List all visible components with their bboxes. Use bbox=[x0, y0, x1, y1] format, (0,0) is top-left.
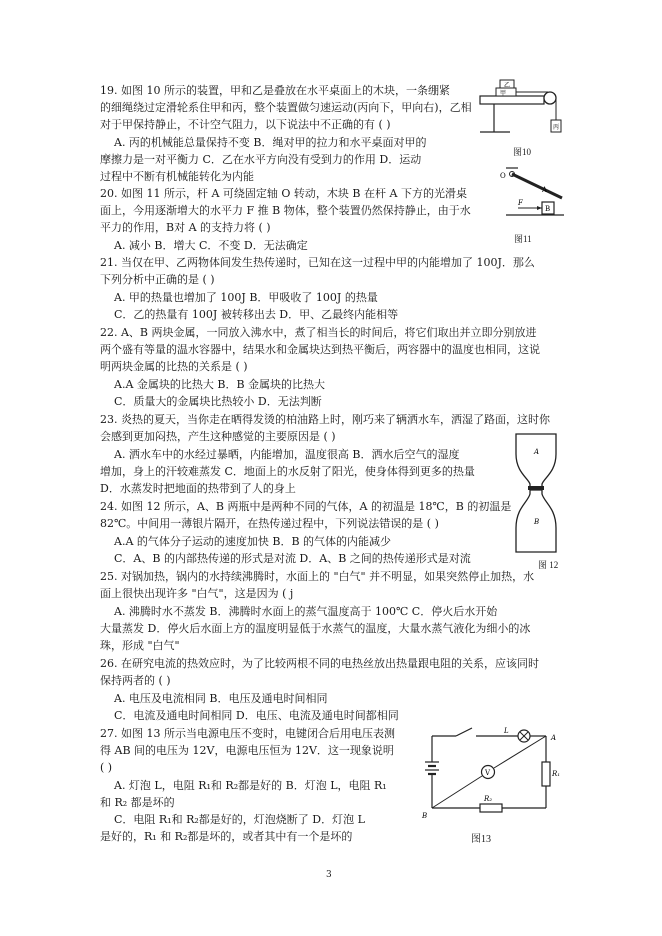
option-line: C．质量大的金属块比热较小 D．无法判断 bbox=[114, 395, 322, 408]
question-line: 明两块金属的比热的关系是 ( ) bbox=[100, 360, 248, 373]
figure-label: B bbox=[534, 518, 540, 526]
figure-label: A bbox=[551, 734, 557, 742]
figure-label: O bbox=[500, 172, 506, 180]
question-line: 面上很快出现许多 "白气"，这是因为 ( j bbox=[100, 587, 294, 600]
question-line: 下列分析中正确的是 ( ) bbox=[100, 273, 215, 286]
option-line: A. 电压及电流相同 B．电压及通电时间相同 bbox=[114, 692, 328, 705]
option-line: A. 洒水车中的水经过暴晒，内能增加，温度很高 B．洒水后空气的湿度 bbox=[114, 448, 460, 461]
question-line: 的细绳绕过定滑轮系住甲和丙，整个装置做匀速运动(丙向下，甲向右)，乙相 bbox=[100, 101, 472, 114]
figure-10-pulley-diagram bbox=[476, 72, 566, 154]
question-line: 25. 对锅加热，锅内的水持续沸腾时，水面上的 "白气" 并不明显，如果突然停止加热，水 bbox=[100, 570, 535, 583]
figure-11-lever-diagram bbox=[498, 162, 566, 232]
option-line: 和 R₂ 都是坏的 bbox=[100, 796, 175, 809]
question-line: 对于甲保持静止，不计空气阻力，以下说法中不正确的有 ( ) bbox=[100, 118, 391, 131]
figure-label: R₂ bbox=[484, 795, 493, 803]
option-line: A. 减小 B．增大 C．不变 D．无法确定 bbox=[114, 239, 308, 252]
option-line: A. 甲的热量也增加了 100J B．甲吸收了 100J 的热量 bbox=[114, 291, 378, 304]
option-line: 增加，身上的汗较难蒸发 C．地面上的水反射了阳光，使身体得到更多的热量 bbox=[100, 465, 475, 478]
question-line: 两个盛有等量的温水容器中，结果水和金属块达到热平衡后，两容器中的温度也相同，这说 bbox=[100, 343, 540, 356]
figure-label: L bbox=[504, 727, 509, 735]
figure-caption: 图10 bbox=[513, 147, 532, 157]
figure-13-circuit-diagram bbox=[420, 726, 566, 828]
figure-caption: 图13 bbox=[471, 834, 491, 845]
question-line: 21. 当仅在甲、乙两物体间发生热传递时，已知在这一过程中甲的内能增加了 100J．那么 bbox=[100, 256, 535, 269]
question-line: 22. A、B 两块金属，一同放入沸水中，煮了相当长的时间后，将它们取出并立即分别放进 bbox=[100, 326, 537, 339]
figure-caption: 图11 bbox=[514, 234, 532, 244]
question-line: 26. 在研究电流的热效应时，为了比较两根不同的电热丝放出热量跟电阻的关系，应该同时 bbox=[100, 657, 539, 670]
option-line: D．水蒸发时把地面的热带到了人的身上 bbox=[100, 482, 296, 495]
figure-label: 丙 bbox=[553, 124, 560, 131]
question-line: 20. 如图 11 所示，杆 A 可绕固定轴 O 转动，木块 B 在杆 A 下方的光滑桌 bbox=[100, 187, 467, 200]
figure-label: V bbox=[485, 769, 491, 777]
option-line: C．电流及通电时间相同 D．电压、电流及通电时间都相同 bbox=[114, 709, 399, 722]
option-line: 珠，形成 "白气" bbox=[100, 639, 180, 652]
question-line: 23. 炎热的夏天，当你走在晒得发烫的柏油路上时，刚巧来了辆洒水车，洒湿了路面，这时你 bbox=[100, 413, 550, 426]
question-line: 27. 如图 13 所示当电源电压不变时，电键闭合后用电压表测 bbox=[100, 727, 395, 740]
option-line: C．电阻 R₁和 R₂都是好的，灯泡烧断了 D．灯泡 L bbox=[114, 813, 365, 826]
figure-label: B bbox=[545, 205, 551, 213]
question-line: 24. 如图 12 所示，A、B 两瓶中是两种不同的气体，A 的初温是 18℃，B 的初温是 bbox=[100, 500, 512, 513]
option-line: 过程中不断有机械能转化为内能 bbox=[100, 170, 254, 183]
option-line: 大量蒸发 D．停火后水面上方的温度明显低于水蒸气的温度，大量水蒸气液化为细小的冰 bbox=[100, 622, 531, 635]
figure-label: A bbox=[534, 448, 540, 456]
question-line: 19. 如图 10 所示的装置，甲和乙是叠放在水平桌面上的木块，一条绷紧 bbox=[100, 84, 450, 97]
option-line: A. 灯泡 L，电阻 R₁和 R₂都是好的 B．灯泡 L，电阻 R₁ bbox=[114, 779, 387, 792]
figure-12-gas-bottles-diagram bbox=[510, 432, 562, 562]
option-line: A.A 的气体分子运动的速度加快 B．B 的气体的内能减少 bbox=[114, 535, 392, 548]
figure-label: B bbox=[422, 812, 428, 820]
option-line: C．乙的热量有 100J 被转移出去 D．甲、乙最终内能相等 bbox=[114, 308, 399, 321]
figure-label: F bbox=[518, 199, 523, 207]
question-line: 会感到更加闷热，产生这种感觉的主要原因是 ( ) bbox=[100, 430, 336, 443]
question-line: ( ) bbox=[100, 761, 113, 774]
figure-label: 甲 bbox=[500, 90, 507, 97]
option-line: A. 沸腾时水不蒸发 B．沸腾时水面上的蒸气温度高于 100℃ C．停火后水开始 bbox=[114, 605, 498, 618]
question-line: 平力的作用，B对 A 的支持力将 ( ) bbox=[100, 221, 271, 234]
figure-label: R₁ bbox=[552, 770, 561, 778]
figure-label: A bbox=[542, 186, 548, 194]
option-line: 是好的，R₁ 和 R₂都是坏的，或者其中有一个是坏的 bbox=[100, 830, 353, 843]
option-line: A.A 金属块的比热大 B．B 金属块的比热大 bbox=[114, 378, 326, 391]
figure-caption: 图 12 bbox=[538, 560, 559, 570]
question-line: 82℃。中间用一薄银片隔开，在热传递过程中，下列说法错误的是 ( ) bbox=[100, 517, 439, 530]
question-line: 得 AB 间的电压为 12V，电源电压恒为 12V．这一现象说明 bbox=[100, 744, 394, 757]
question-line: 面上，今用逐渐增大的水平力 F 推 B 物体，整个装置仍然保持静止，由于水 bbox=[100, 204, 471, 217]
option-line: A. 丙的机械能总量保持不变 B．绳对甲的拉力和水平桌面对甲的 bbox=[114, 136, 427, 149]
figure-label: 乙 bbox=[504, 82, 511, 89]
option-line: C．A、B 的内部热传递的形式是对流 D．A、B 之间的热传递形式是对流 bbox=[114, 552, 471, 565]
page-number: 3 bbox=[326, 870, 332, 880]
question-line: 保持两者的 ( ) bbox=[100, 674, 171, 687]
option-line: 摩擦力是一对平衡力 C．乙在水平方向没有受到力的作用 D．运动 bbox=[100, 153, 422, 166]
